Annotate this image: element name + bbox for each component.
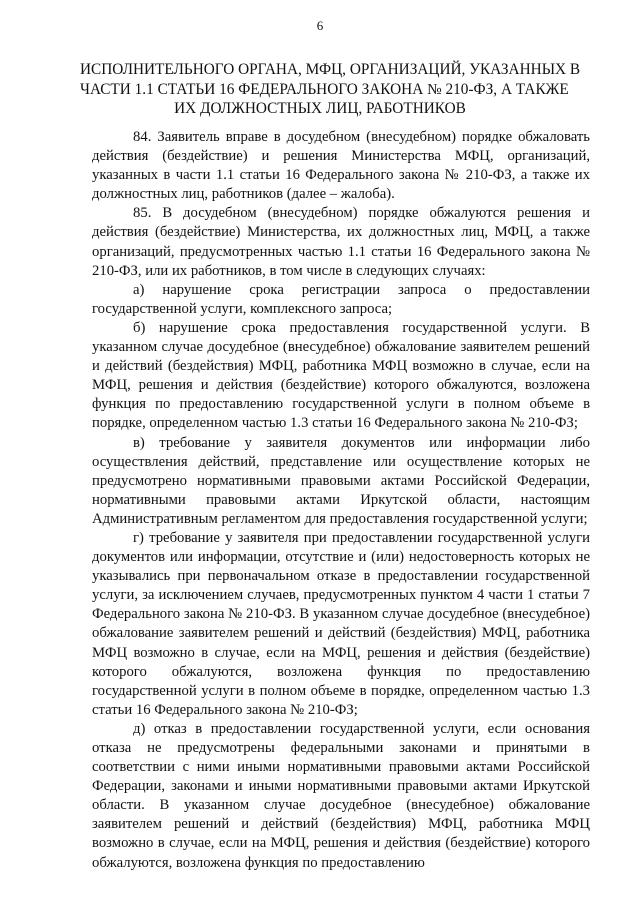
list-item-d: д) отказ в предоставлении государственной услуги, если основания отказа не предусмотрены федеральными законами и принятыми в соответствии с ними иными нормативными правовыми актами Российской Федерации, законами и иными нормативными правовыми актами Иркутской области. В указанном случае досудебное (внесудебное) обжалование заявителем решений и действий (бездействия) МФЦ, работника МФЦ возможно в случае, если на МФЦ, решения и действия (бездействие) которого обжалуются, возложена функция по предоставлению xyxy=(92,720,590,871)
heading-line: ИХ ДОЛЖНОСТНЫХ ЛИЦ, РАБОТНИКОВ xyxy=(174,100,466,117)
page-number: 6 xyxy=(316,18,324,33)
paragraph-85: 85. В досудебном (внесудебном) порядке обжалуются решения и действия (бездействие) Министерства, их должностных лиц, МФЦ, а также организаций, предусмотренных частью 1.1 статьи 16 Федерального закона № 210-ФЗ, или их работников, в том числе в следующих случаях: xyxy=(92,205,590,279)
list-item-a: а) нарушение срока регистрации запроса о предоставлении государственной услуги, комплексного запроса; xyxy=(92,281,590,317)
list-item-v: в) требование у заявителя документов или информации либо осуществления действий, представление или осуществление которых не предусмотрено нормативными правовыми актами Российской Федерации, нормативными правовыми актами Иркутской области, настоящим Административным регламентом для предоставления государственной услуги; xyxy=(92,434,590,527)
list-item-b: б) нарушение срока предоставления государственной услуги. В указанном случае досудебное (внесудебное) обжалование заявителем решений и действий (бездействия) МФЦ, работника МФЦ возможно в случае, если на МФЦ, решения и действия (бездействие) которого обжалуются, возложена функция по предоставлению государственной услуги в полном объеме в порядке, определенном частью 1.3 статьи 16 Федерального закона № 210-ФЗ; xyxy=(92,319,590,432)
heading-line: ЧАСТИ 1.1 СТАТЬИ 16 ФЕДЕРАЛЬНОГО ЗАКОНА № 210-ФЗ, А ТАКЖЕ xyxy=(80,80,569,98)
list-item-g: г) требование у заявителя при предоставлении государственной услуги документов или информации, отсутствие и (или) недостоверность которых не указывались при первоначальном отказе в предоставлении государственной услуги, за исключением случаев, предусмотренных пунктом 4 части 1 статьи 7 Федерального закона № 210-ФЗ. В указанном случае досудебное (внесудебное) обжалование заявителем решений и действий (бездействия) МФЦ, работника МФЦ возможно в случае, если на МФЦ, решения и действия (бездействие) которого обжалуются, возложена функция по предоставлению государственной услуги в полном объеме в порядке, определенном частью 1.3 статьи 16 Федерального закона № 210-ФЗ; xyxy=(92,529,590,718)
paragraph-84: 84. Заявитель вправе в досудебном (внесудебном) порядке обжаловать действия (бездействие) и решения Министерства МФЦ, организаций, указанных в части 1.1 статьи 16 Федерального закона № 210-ФЗ, а также их должностных лиц, работников (далее – жалоба). xyxy=(92,129,590,203)
heading-line: ИСПОЛНИТЕЛЬНОГО ОРГАНА, МФЦ, ОРГАНИЗАЦИЙ, УКАЗАННЫХ В xyxy=(80,61,581,78)
document-body xyxy=(92,128,590,873)
section-heading xyxy=(80,60,581,119)
